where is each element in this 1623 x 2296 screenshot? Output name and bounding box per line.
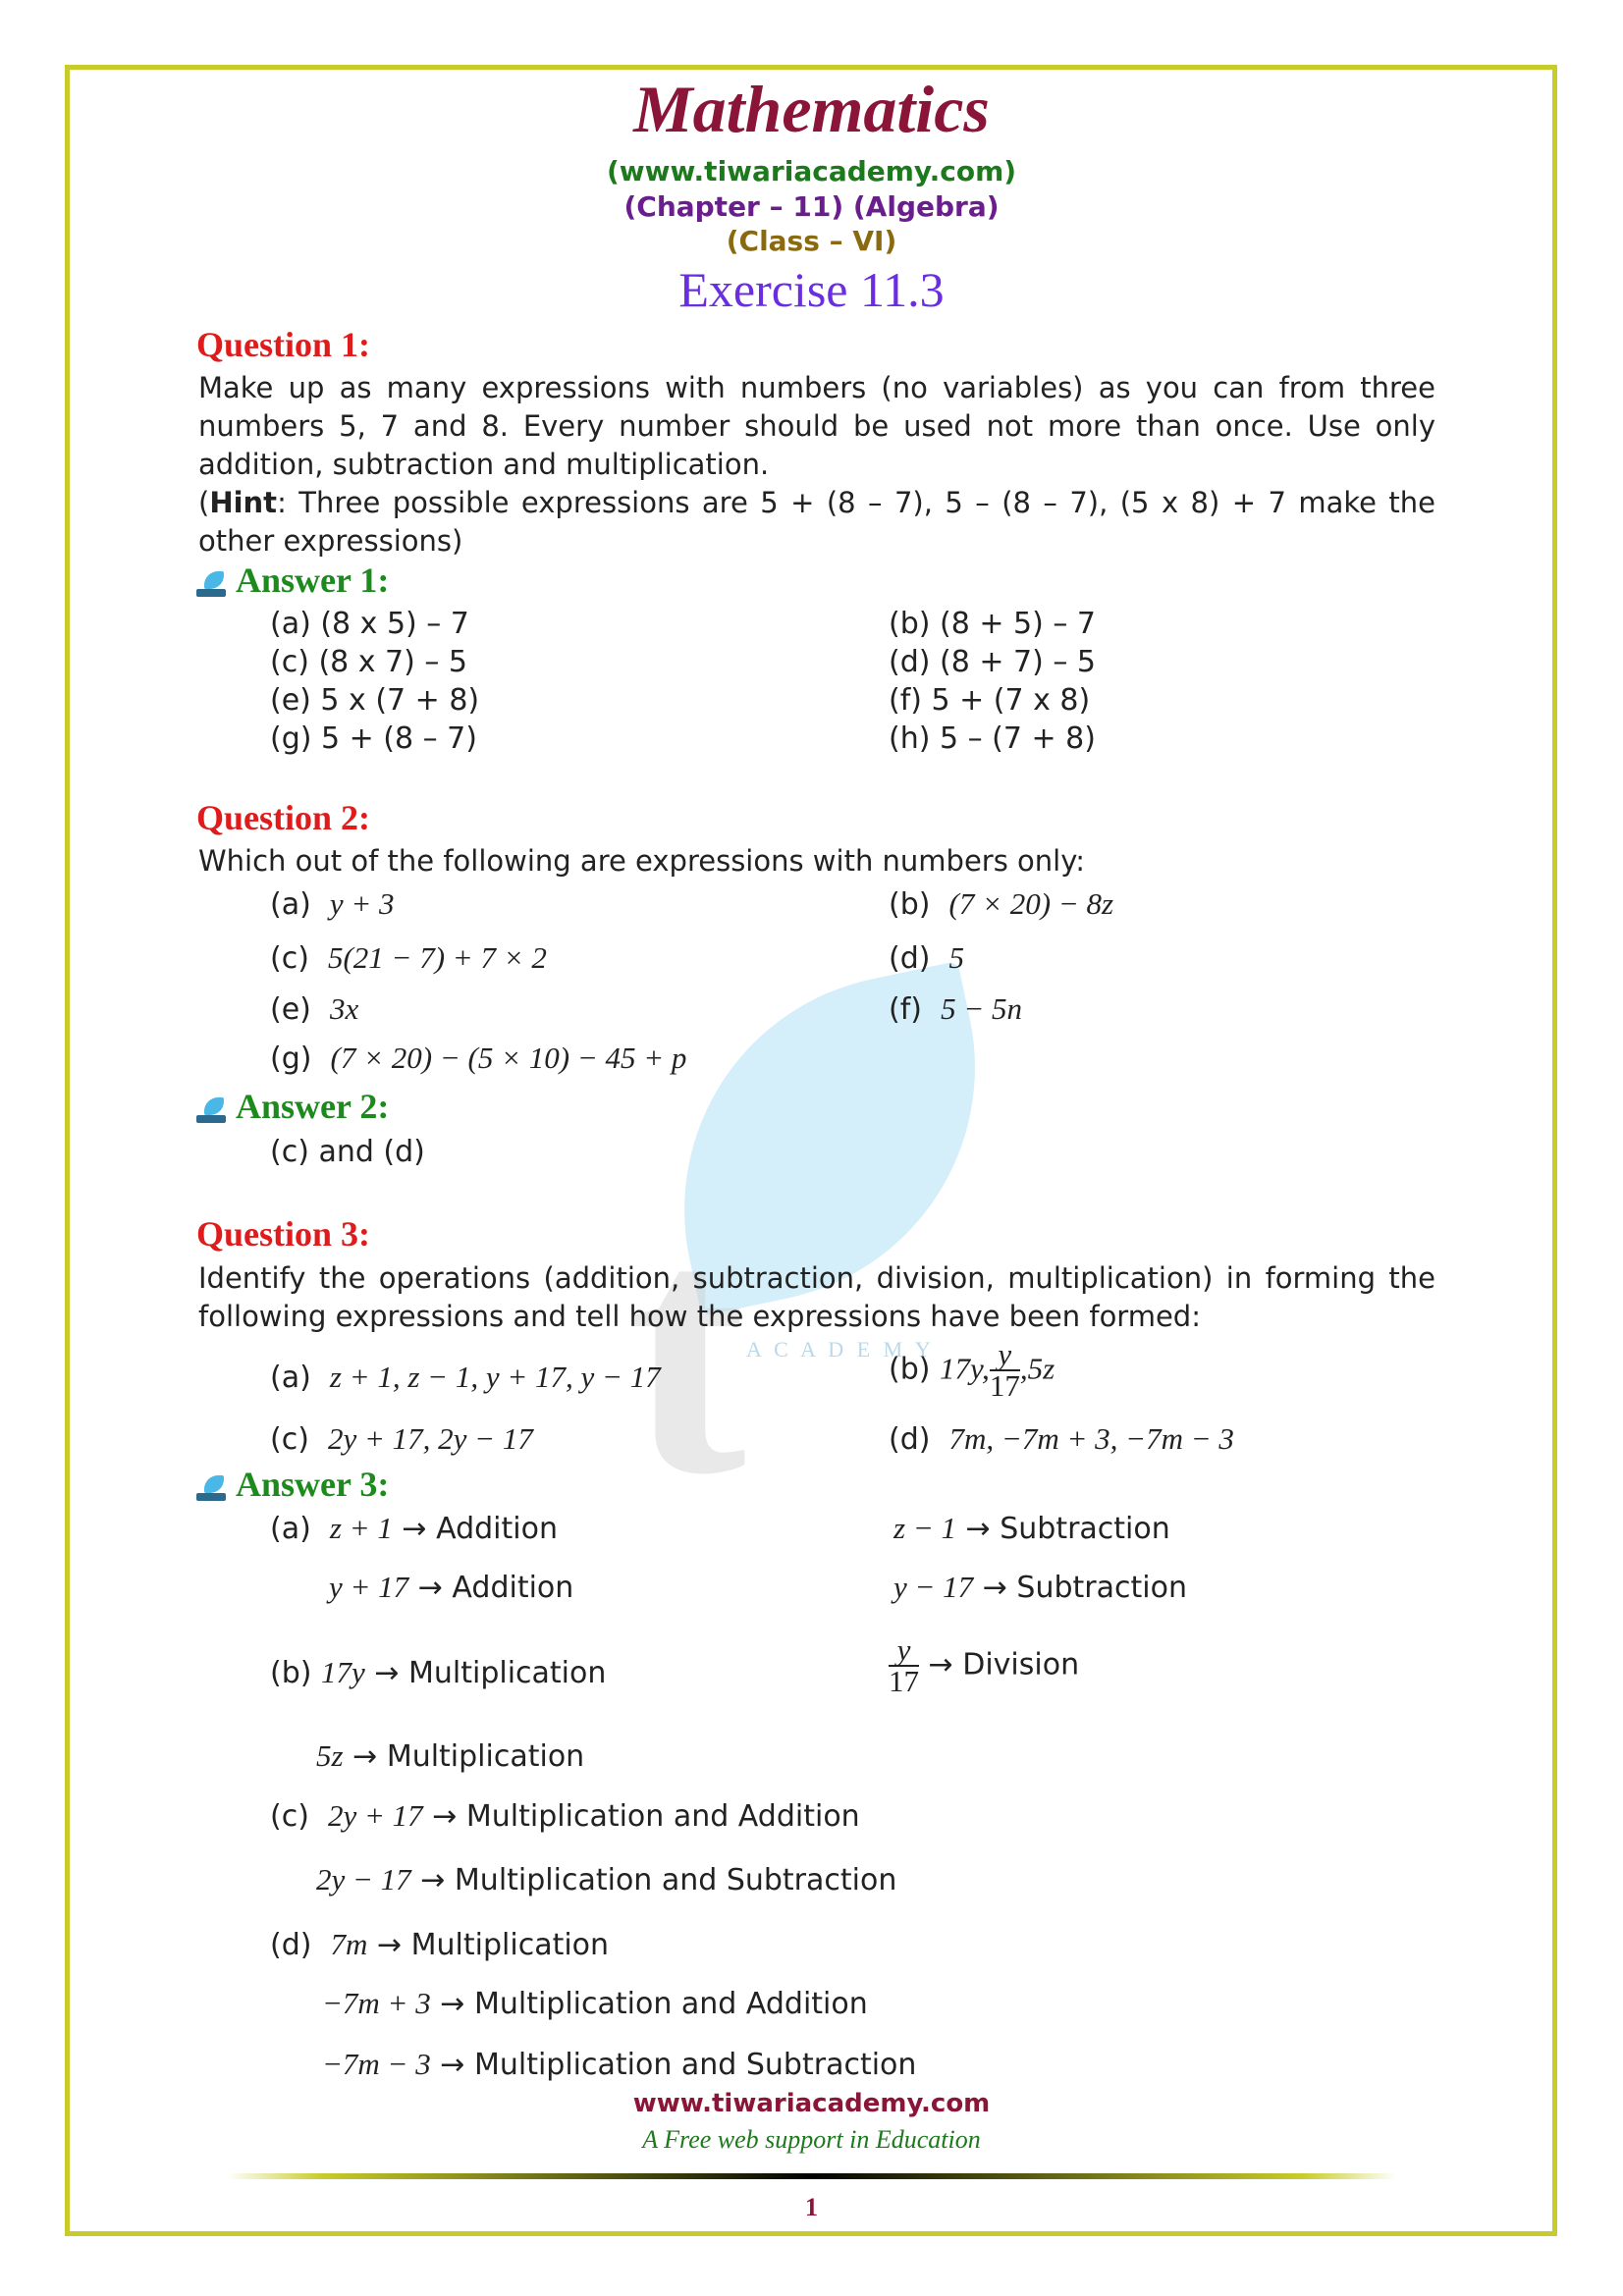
q2-item-b bbox=[889, 886, 1113, 922]
q2-label-d: (d) bbox=[889, 941, 931, 976]
footer-tagline: A Free web support in Education bbox=[642, 2125, 981, 2154]
q3-frac-den: 17 bbox=[989, 1368, 1020, 1403]
watermark-academy-text: A C A D E M Y bbox=[746, 1337, 935, 1362]
a3-row-d2 bbox=[322, 1986, 868, 2021]
question-1-hint bbox=[198, 484, 1435, 561]
a3-op: Addition bbox=[452, 1571, 574, 1605]
answer-1-item-h: (h) 5 – (7 + 8) bbox=[889, 721, 1096, 756]
a3-row-c2 bbox=[316, 1862, 896, 1897]
q2-item-d bbox=[889, 940, 964, 976]
arrow-icon: → bbox=[440, 2048, 465, 2082]
footer-divider bbox=[228, 2173, 1396, 2179]
q3-item-c bbox=[270, 1421, 533, 1457]
a3-row-a1 bbox=[270, 1511, 558, 1546]
a3-op: Multiplication and Addition bbox=[465, 1799, 860, 1834]
q2-label-a: (a) bbox=[270, 887, 311, 922]
a3-row-a3 bbox=[329, 1570, 573, 1605]
a3-expr: −7m − 3 bbox=[322, 2047, 431, 2081]
q3-item-d bbox=[889, 1421, 1234, 1457]
a3-fraction bbox=[889, 1632, 919, 1698]
hint-label: Hint bbox=[209, 486, 278, 519]
a3-op: Subtraction bbox=[1016, 1571, 1187, 1605]
q3-expr-b-1: 17y, bbox=[940, 1351, 990, 1386]
tiwari-logo-icon bbox=[196, 1097, 226, 1125]
q2-expr-d: 5 bbox=[948, 940, 965, 975]
q2-label-g: (g) bbox=[270, 1041, 312, 1076]
question-1-heading: Question 1: bbox=[196, 325, 371, 364]
tiwari-logo-icon bbox=[196, 1475, 226, 1503]
a3-op: Multiplication and Subtraction bbox=[454, 1863, 897, 1897]
a3-label-a: (a) bbox=[270, 1512, 311, 1546]
a3-expr: z − 1 bbox=[893, 1511, 956, 1545]
a3-label-b: (b) bbox=[270, 1656, 312, 1690]
answer-1-heading: Answer 1: bbox=[236, 561, 390, 600]
answer-1-item-g: (g) 5 + (8 – 7) bbox=[270, 721, 477, 756]
arrow-icon: → bbox=[965, 1512, 991, 1546]
hint-text: : Three possible expressions are 5 + (8 – 7), 5 – (8 – 7), (5 x 8) + 7 make the other expressions) bbox=[198, 486, 1435, 558]
a3-expr: 17y bbox=[321, 1655, 365, 1689]
hint-open: ( bbox=[198, 486, 210, 519]
q2-item-a bbox=[270, 886, 395, 922]
arrow-icon: → bbox=[420, 1863, 446, 1897]
a3-row-b3 bbox=[316, 1738, 584, 1774]
arrow-icon: → bbox=[376, 1928, 403, 1962]
q2-item-c bbox=[270, 940, 547, 976]
a3-op: Subtraction bbox=[1000, 1512, 1170, 1546]
a3-op: Multiplication bbox=[386, 1739, 585, 1774]
q3-label-d: (d) bbox=[889, 1422, 931, 1457]
a3-expr: 7m bbox=[330, 1927, 368, 1961]
question-2-text: Which out of the following are expressions with numbers only: bbox=[198, 844, 1086, 878]
a3-expr: z + 1 bbox=[329, 1511, 393, 1545]
class-label: (Class – VI) bbox=[726, 225, 897, 257]
q2-label-b: (b) bbox=[889, 887, 931, 922]
arrow-icon: → bbox=[928, 1647, 953, 1682]
q3-label-b: (b) bbox=[889, 1352, 931, 1387]
website-label: (www.tiwariacademy.com) bbox=[606, 155, 1017, 187]
q3-item-b bbox=[889, 1337, 1055, 1403]
question-3-heading: Question 3: bbox=[196, 1214, 371, 1254]
q2-label-e: (e) bbox=[270, 992, 311, 1027]
a3-op: Multiplication and Subtraction bbox=[473, 2048, 917, 2082]
answer-2-heading: Answer 2: bbox=[236, 1087, 390, 1126]
q3-item-a bbox=[270, 1360, 661, 1395]
chapter-label: (Chapter – 11) (Algebra) bbox=[623, 190, 1000, 223]
a3-label-d: (d) bbox=[270, 1928, 312, 1962]
a3-op: Multiplication and Addition bbox=[473, 1987, 868, 2021]
a3-row-d1 bbox=[270, 1927, 609, 1962]
q2-expr-a: y + 3 bbox=[329, 886, 395, 921]
a3-op: Addition bbox=[436, 1512, 558, 1546]
q2-item-e bbox=[270, 991, 358, 1027]
question-3-text: Identify the operations (addition, subtraction, division, multiplication) in forming the following expressions and tell how the expressions have been formed: bbox=[198, 1261, 1435, 1333]
a3-op: Multiplication bbox=[410, 1928, 610, 1962]
a3-label-c: (c) bbox=[270, 1799, 309, 1834]
arrow-icon: → bbox=[432, 1799, 458, 1834]
a3-op: Multiplication bbox=[408, 1656, 607, 1690]
answer-1-item-e: (e) 5 x (7 + 8) bbox=[270, 683, 480, 718]
a3-expr: 2y + 17 bbox=[327, 1798, 423, 1833]
a3-frac-num: y bbox=[889, 1635, 919, 1667]
q3-expr-c: 2y + 17, 2y − 17 bbox=[327, 1421, 533, 1456]
a3-frac-den: 17 bbox=[889, 1664, 919, 1698]
q2-expr-g: (7 × 20) − (5 × 10) − 45 + p bbox=[330, 1041, 687, 1075]
answer-1-item-a: (a) (8 x 5) – 7 bbox=[270, 607, 469, 641]
a3-row-b2 bbox=[889, 1632, 1080, 1698]
arrow-icon: → bbox=[402, 1512, 427, 1546]
q2-expr-c: 5(21 − 7) + 7 × 2 bbox=[327, 940, 547, 975]
answer-1-item-f: (f) 5 + (7 x 8) bbox=[889, 683, 1091, 718]
page-title: Mathematics bbox=[633, 72, 990, 146]
answer-1-item-b: (b) (8 + 5) – 7 bbox=[889, 607, 1096, 641]
q2-label-f: (f) bbox=[889, 992, 922, 1027]
q3-fraction bbox=[989, 1337, 1020, 1403]
a3-row-d3 bbox=[322, 2047, 916, 2082]
a3-expr: y − 17 bbox=[893, 1570, 974, 1604]
answer-1-item-d: (d) (8 + 7) – 5 bbox=[889, 645, 1096, 679]
q2-expr-f: 5 − 5n bbox=[941, 991, 1022, 1026]
q2-expr-b: (7 × 20) − 8z bbox=[948, 886, 1114, 921]
page-number: 1 bbox=[805, 2193, 818, 2221]
a3-expr: 5z bbox=[316, 1738, 344, 1773]
a3-expr: y + 17 bbox=[329, 1570, 409, 1604]
exercise-title: Exercise 11.3 bbox=[678, 262, 945, 317]
q2-item-f bbox=[889, 991, 1022, 1027]
q3-expr-a: z + 1, z − 1, y + 17, y − 17 bbox=[329, 1360, 661, 1394]
answer-3-heading: Answer 3: bbox=[236, 1465, 390, 1504]
arrow-icon: → bbox=[982, 1571, 1007, 1605]
arrow-icon: → bbox=[440, 1987, 465, 2021]
q2-label-c: (c) bbox=[270, 941, 309, 976]
tiwari-logo-icon bbox=[196, 571, 226, 599]
a3-row-a4 bbox=[893, 1570, 1187, 1605]
q3-label-c: (c) bbox=[270, 1422, 309, 1457]
arrow-icon: → bbox=[417, 1571, 443, 1605]
q3-frac-num: y bbox=[990, 1340, 1020, 1371]
q3-expr-b-2: ,5z bbox=[1019, 1351, 1055, 1386]
a3-op: Division bbox=[962, 1647, 1080, 1682]
answer-2-text: (c) and (d) bbox=[270, 1135, 425, 1169]
a3-row-c1 bbox=[270, 1798, 860, 1834]
a3-expr: 2y − 17 bbox=[316, 1862, 411, 1896]
a3-row-b1 bbox=[270, 1655, 606, 1690]
q2-item-g bbox=[270, 1041, 686, 1076]
a3-row-a2 bbox=[893, 1511, 1170, 1546]
question-2-heading: Question 2: bbox=[196, 798, 371, 837]
arrow-icon: → bbox=[374, 1656, 400, 1690]
answer-1-item-c: (c) (8 x 7) – 5 bbox=[270, 645, 468, 679]
footer-url: www.tiwariacademy.com bbox=[632, 2089, 991, 2118]
q2-expr-e: 3x bbox=[329, 991, 359, 1026]
question-1-text: Make up as many expressions with numbers (no variables) as you can from three numbers 5, 7 and 8. Every number should be used not more than once. Use only addition, subtraction and multiplication. bbox=[198, 371, 1435, 481]
arrow-icon: → bbox=[352, 1739, 378, 1774]
watermark-t-logo: t bbox=[628, 1155, 746, 1547]
q3-label-a: (a) bbox=[270, 1361, 311, 1395]
a3-expr: −7m + 3 bbox=[322, 1986, 431, 2020]
q3-expr-d: 7m, −7m + 3, −7m − 3 bbox=[948, 1421, 1234, 1456]
